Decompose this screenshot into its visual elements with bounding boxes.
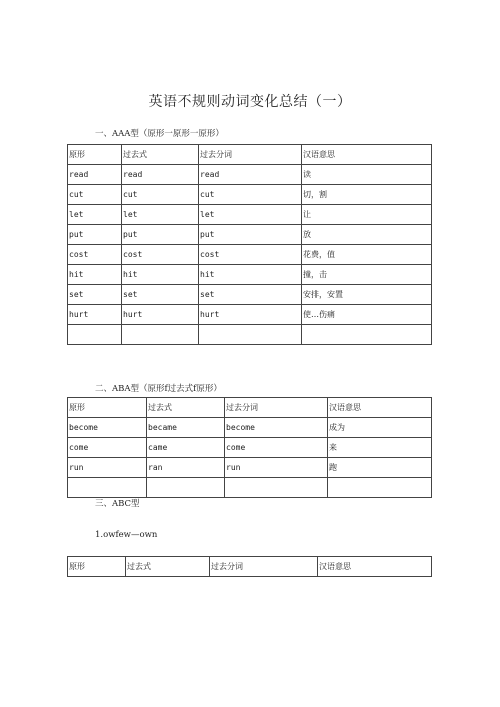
table-row (68, 225, 432, 245)
table-row (68, 185, 432, 205)
table-cell: let (68, 205, 122, 225)
column-header: 过去式 (126, 557, 210, 577)
table-header-row (68, 145, 432, 165)
table-row (68, 325, 432, 345)
aaa-verb-table (67, 144, 432, 345)
table-cell: run (225, 458, 328, 478)
column-header: 过去分词 (199, 145, 302, 165)
table-cell: 使…伤痛 (302, 305, 432, 325)
table-cell: hurt (68, 305, 122, 325)
table-cell: ran (147, 458, 225, 478)
table-cell: run (68, 458, 147, 478)
table-cell: came (147, 438, 225, 458)
table-cell: let (199, 205, 302, 225)
table-cell: 跑 (328, 458, 432, 478)
table-row (68, 245, 432, 265)
table-cell: cost (68, 245, 122, 265)
table-header-row (68, 398, 432, 418)
table-cell (225, 478, 328, 498)
column-header: 过去分词 (225, 398, 328, 418)
table-cell: cost (199, 245, 302, 265)
section-heading-abc: 三、ABC型 (95, 499, 140, 509)
table-cell: 放 (302, 225, 432, 245)
section-heading-aba: 二、ABA型（原形f过去式f原形） (95, 384, 222, 394)
table-cell: 读 (302, 165, 432, 185)
table-cell (68, 325, 122, 345)
column-header: 过去式 (122, 145, 199, 165)
table-cell: set (199, 285, 302, 305)
column-header: 过去式 (147, 398, 225, 418)
column-header: 过去分词 (210, 557, 318, 577)
table-cell: put (68, 225, 122, 245)
column-header: 原形 (68, 557, 126, 577)
table-cell: cut (68, 185, 122, 205)
table-row (68, 205, 432, 225)
table-row (68, 285, 432, 305)
table-cell: 安排，安置 (302, 285, 432, 305)
table-header-row (68, 557, 432, 577)
section-subheading-owfew: 1.owfew—own (95, 530, 158, 540)
table-cell: become (68, 418, 147, 438)
column-header: 汉语意思 (318, 557, 432, 577)
table-cell: 切，割 (302, 185, 432, 205)
column-header: 汉语意思 (302, 145, 432, 165)
table-cell (147, 478, 225, 498)
table-cell (68, 478, 147, 498)
table-cell: 花费，值 (302, 245, 432, 265)
table-row (68, 418, 432, 438)
table-cell (199, 325, 302, 345)
table-cell (328, 478, 432, 498)
table-cell: set (68, 285, 122, 305)
table-cell: read (199, 165, 302, 185)
table-cell: put (199, 225, 302, 245)
table-cell: come (225, 438, 328, 458)
table-cell: hit (68, 265, 122, 285)
column-header: 原形 (68, 145, 122, 165)
table-cell: 来 (328, 438, 432, 458)
section-heading-aaa: 一、AAA型（原形一原形一原形） (95, 129, 224, 139)
table-cell (122, 325, 199, 345)
aba-verb-table (67, 397, 432, 498)
abc-verb-table (67, 556, 432, 577)
table-row (68, 478, 432, 498)
table-cell: put (122, 225, 199, 245)
column-header: 汉语意思 (328, 398, 432, 418)
table-row (68, 165, 432, 185)
table-cell: 让 (302, 205, 432, 225)
table-cell: cost (122, 245, 199, 265)
page-title: 英语不规则动词变化总结（一） (148, 94, 352, 110)
table-cell: hurt (122, 305, 199, 325)
table-cell: cut (199, 185, 302, 205)
table-cell: 成为 (328, 418, 432, 438)
table-cell: let (122, 205, 199, 225)
table-cell: hurt (199, 305, 302, 325)
table-cell: set (122, 285, 199, 305)
table-row (68, 305, 432, 325)
table-row (68, 458, 432, 478)
table-cell: hit (199, 265, 302, 285)
table-cell: become (225, 418, 328, 438)
table-cell: come (68, 438, 147, 458)
table-row (68, 265, 432, 285)
table-row (68, 438, 432, 458)
column-header: 原形 (68, 398, 147, 418)
table-cell: hit (122, 265, 199, 285)
table-cell (302, 325, 432, 345)
table-cell: read (122, 165, 199, 185)
table-cell: read (68, 165, 122, 185)
table-cell: became (147, 418, 225, 438)
table-cell: 撞，击 (302, 265, 432, 285)
table-cell: cut (122, 185, 199, 205)
